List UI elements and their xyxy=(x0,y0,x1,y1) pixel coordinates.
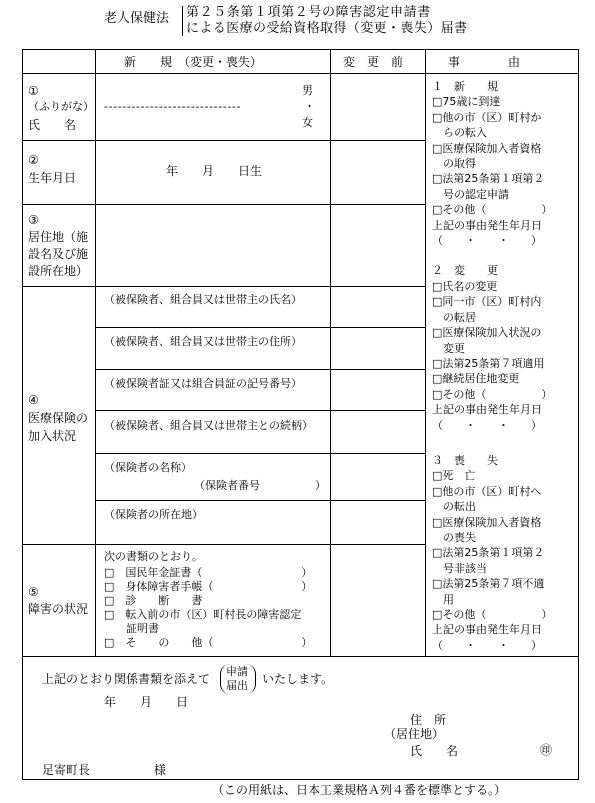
reason-change-item[interactable]: □法第25条第７項適用 xyxy=(432,356,545,370)
gender-dot: ・ xyxy=(304,100,315,113)
disability-intro: 次の書類のとおり。 xyxy=(104,550,203,563)
row-insurance-label-1: 医療保険の xyxy=(28,411,89,425)
paper-size-note: （この用紙は、日本工業規格Ａ列４番を標準とする。） xyxy=(212,783,507,797)
reason-loss-item: 号非該当 xyxy=(432,561,487,575)
reason-change-item[interactable]: □継続居住地変更 xyxy=(432,372,520,386)
ins-line-3 xyxy=(95,410,425,411)
addressee: 足寄町長 xyxy=(42,763,91,777)
reason-change-occurred-label: 上記の事由発生年月日 xyxy=(432,403,542,417)
gender-male[interactable]: 男 xyxy=(302,84,313,97)
doc-other[interactable]: □ そ の 他（ ） xyxy=(104,636,313,649)
reason-section-new-title: １ 新 規 xyxy=(432,80,498,93)
doc-disability-handbook[interactable]: □ 身体障害者手帳（ ） xyxy=(104,580,313,593)
relationship-field[interactable]: （被保険者、組合員又は世帯主との続柄） xyxy=(104,419,313,432)
row-birth-label: 生年月日 xyxy=(28,171,77,185)
title-line-2: による医療の受給資格取得（変更・喪失）届書 xyxy=(186,21,468,36)
applicant-name-label: 氏 名 xyxy=(410,744,459,758)
honorific: 様 xyxy=(154,763,167,777)
insured-address-field[interactable]: （被保険者、組合員又は世帯主の住所） xyxy=(104,335,302,348)
row-name-number: ① xyxy=(28,84,39,98)
row-address-label-1: 居住地（施 xyxy=(28,230,89,244)
address-field[interactable] xyxy=(98,207,328,283)
row-insurance-number: ④ xyxy=(28,393,39,407)
reason-section-loss-title: ３ 喪 失 xyxy=(432,453,498,467)
ins-line-1 xyxy=(95,327,425,328)
reason-new-item[interactable]: □75歳に到達 xyxy=(432,95,501,109)
row-line-2 xyxy=(22,204,425,205)
apply-option-notify[interactable]: 届出 xyxy=(226,679,248,692)
col-header-new: 新 規 （変更・喪失） xyxy=(124,55,263,69)
reason-change-item[interactable]: □氏名の変更 xyxy=(432,279,498,293)
doc-pension-certificate[interactable]: □ 国民年金証書（ ） xyxy=(104,566,313,579)
row-birth-number: ② xyxy=(28,153,39,167)
reason-loss-item[interactable]: □法第25条第７項不適 xyxy=(432,577,545,591)
row-disability-number: ⑤ xyxy=(28,585,39,599)
header-row-line xyxy=(22,73,579,74)
ins-line-2 xyxy=(95,369,425,370)
reason-loss-item[interactable]: □医療保険加入者資格 xyxy=(432,515,542,529)
law-name: 老人保健法 xyxy=(104,11,170,26)
reason-change-item: 変更 xyxy=(432,341,465,355)
reason-change-item[interactable]: □医療保険加入状況の xyxy=(432,326,542,340)
row-address-label-3: 設所在地） xyxy=(28,264,89,278)
doc-medical-certificate[interactable]: □ 診 断 書 xyxy=(104,594,203,607)
ins-line-4 xyxy=(95,453,425,454)
seal-mark: ㊞ xyxy=(540,743,553,757)
reason-new-item[interactable]: □他の市（区）町村か xyxy=(432,110,542,124)
residence-sub-label: （居住地） xyxy=(384,727,445,741)
reason-loss-item[interactable]: □死 亡 xyxy=(432,469,476,483)
name-before-field[interactable] xyxy=(334,76,422,138)
residence-label: 住 所 xyxy=(410,713,447,727)
reason-new-item: らの転入 xyxy=(432,126,487,140)
row-address-label-2: 設名及び施 xyxy=(28,247,89,261)
row-line-4 xyxy=(22,544,425,545)
reason-new-item: 号の認定申請 xyxy=(432,187,509,201)
statement-pre: 上記のとおり関係書類を添えて xyxy=(42,672,211,686)
insurer-number-field[interactable]: （保険者番号 ） xyxy=(194,479,326,492)
ins-line-5 xyxy=(95,500,425,501)
col-header-reason: 事 由 xyxy=(448,55,521,69)
doc-transfer-certificate-cont: 証明書 xyxy=(104,622,159,635)
insured-name-field[interactable]: （被保険者、組合員又は世帯主の氏名） xyxy=(104,293,302,306)
row-line-3 xyxy=(22,286,425,287)
reason-new-occurred-label: 上記の事由発生年月日 xyxy=(432,218,542,232)
gender-female[interactable]: 女 xyxy=(302,116,313,129)
insurer-name-field[interactable]: （保険者の名称） xyxy=(104,461,192,474)
reasons-column xyxy=(432,79,577,653)
reason-new-item: の取得 xyxy=(432,157,476,171)
reason-new-item[interactable]: □その他（ ） xyxy=(432,203,553,217)
row-insurance-label-2: 加入状況 xyxy=(28,429,77,443)
reason-loss-item: の転出 xyxy=(432,500,476,514)
reason-change-item: の転居 xyxy=(432,310,476,324)
row-name-furigana-label: （ふりがな） xyxy=(28,100,94,113)
reason-loss-item[interactable]: □法第25条第１項第２ xyxy=(432,546,545,560)
doc-transfer-certificate[interactable]: □ 転入前の市（区）町村長の障害認定 xyxy=(104,608,302,621)
reason-change-item[interactable]: □同一市（区）町村内 xyxy=(432,295,542,309)
title-bracket xyxy=(182,6,183,36)
reason-loss-item: 用 xyxy=(432,592,454,606)
insurance-card-number-field[interactable]: （被保険者証又は組合員証の記号番号） xyxy=(104,377,302,390)
reason-new-item[interactable]: □医療保険加入者資格 xyxy=(432,141,542,155)
reason-change-item[interactable]: □その他（ ） xyxy=(432,387,553,401)
col-header-before: 変 更 前 xyxy=(343,55,404,69)
insurer-address-field[interactable]: （保険者の所在地） xyxy=(104,508,203,521)
reason-loss-item[interactable]: □その他（ ） xyxy=(432,608,553,621)
row-name-label: 氏 名 xyxy=(28,118,77,132)
apply-option-apply[interactable]: 申請 xyxy=(226,665,248,678)
reason-section-change-title: ２ 変 更 xyxy=(432,264,498,278)
reason-loss-item[interactable]: □他の市（区）町村へ xyxy=(432,484,542,498)
statement-post: いたします。 xyxy=(262,672,334,686)
submission-date[interactable]: 年 月 日 xyxy=(104,695,189,709)
footer-line xyxy=(22,656,579,657)
reason-loss-occurred-date[interactable]: （ ・ ・ ） xyxy=(432,638,542,652)
furigana-dashes: ------------------------------ xyxy=(104,100,242,113)
reason-loss-occurred-label: 上記の事由発生年月日 xyxy=(432,623,542,637)
birth-date-field[interactable]: 年 月 日生 xyxy=(166,164,263,178)
reason-change-occurred-date[interactable]: （ ・ ・ ） xyxy=(432,418,542,432)
title-line-1: 第２５条第１項第２号の障害認定申請書 xyxy=(186,5,431,20)
row-address-number: ③ xyxy=(28,213,39,227)
row-line-1 xyxy=(22,140,425,141)
reason-loss-item: の喪失 xyxy=(432,530,476,544)
reason-new-item[interactable]: □法第25条第１項第２ xyxy=(432,172,545,186)
row-disability-label: 障害の状況 xyxy=(28,602,89,616)
reason-new-occurred-date[interactable]: （ ・ ・ ） xyxy=(432,234,542,248)
col-line-3 xyxy=(425,49,426,656)
